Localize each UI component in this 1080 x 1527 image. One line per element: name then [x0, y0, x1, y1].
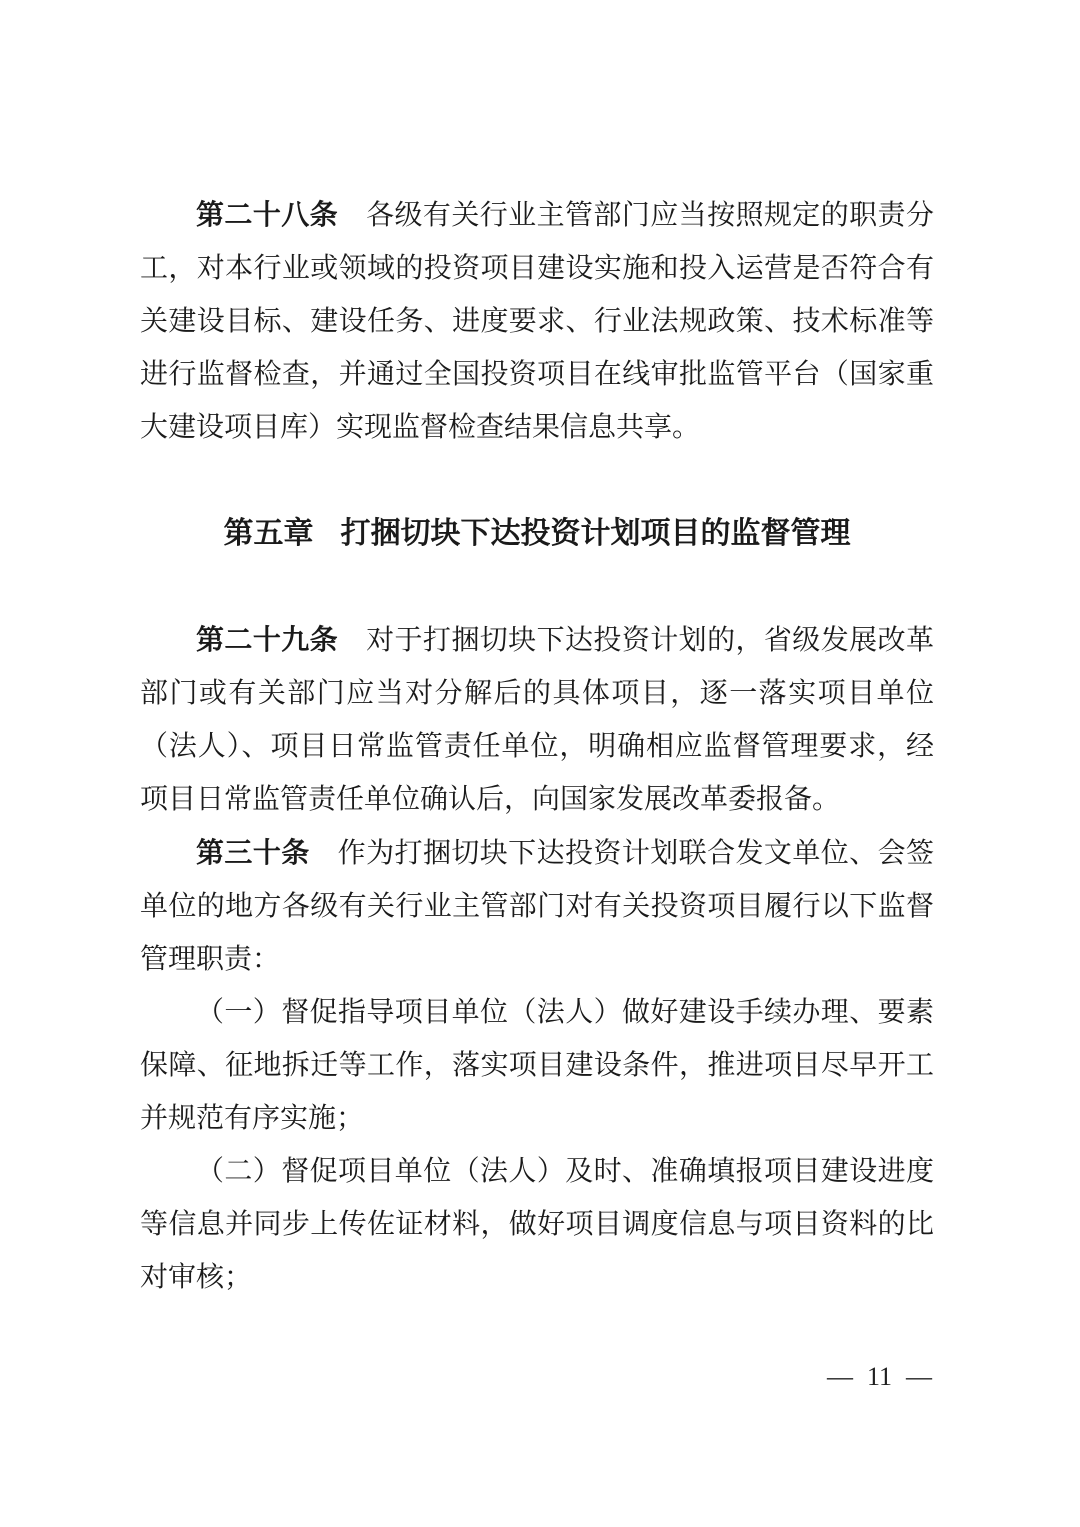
paragraph-item-1 — [140, 986, 934, 1145]
page-footer — [827, 1362, 932, 1392]
item-1-text: （一）督促指导项目单位（法人）做好建设手续办理、要素保障、征地拆迁等工作，落实项目建设条件，推进项目尽早开工并规范有序实施； — [140, 997, 934, 1134]
item-2-text: （二）督促项目单位（法人）及时、准确填报项目建设进度等信息并同步上传佐证材料，做好项目调度信息与项目资料的比对审核； — [140, 1156, 934, 1293]
document-body — [140, 188, 934, 1304]
article-28-text: 各级有关行业主管部门应当按照规定的职责分工，对本行业或领域的投资项目建设实施和投入运营是否符合有关建设目标、建设任务、进度要求、行业法规政策、技术标准等进行监督检查，并通过全国投资项目在线审批监管平台（国家重大建设项目库）实现监督检查结果信息共享。 — [140, 200, 934, 443]
footer-right-dash: — — [906, 1362, 932, 1391]
article-30-number: 第三十条 — [196, 837, 310, 868]
chapter-5-title: 打捆切块下达投资计划项目的监督管理 — [340, 517, 851, 550]
page-number: 11 — [866, 1362, 892, 1391]
paragraph-article-28 — [140, 188, 934, 454]
article-30-text: 作为打捆切块下达投资计划联合发文单位、会签单位的地方各级有关行业主管部门对有关投资项目履行以下监督管理职责： — [140, 838, 934, 975]
article-29-number: 第二十九条 — [196, 624, 339, 655]
chapter-5-heading — [140, 507, 934, 560]
article-28-number: 第二十八条 — [196, 199, 339, 230]
paragraph-article-29 — [140, 613, 934, 826]
paragraph-article-30 — [140, 826, 934, 986]
chapter-5-number: 第五章 — [223, 517, 314, 550]
footer-left-dash: — — [826, 1362, 853, 1391]
paragraph-item-2 — [140, 1145, 934, 1304]
article-29-text: 对于打捆切块下达投资计划的，省级发展改革部门或有关部门应当对分解后的具体项目，逐一落实项目单位（法人）、项目日常监管责任单位，明确相应监督管理要求，经项目日常监管责任单位确认后，向国家发展改革委报备。 — [140, 625, 934, 815]
